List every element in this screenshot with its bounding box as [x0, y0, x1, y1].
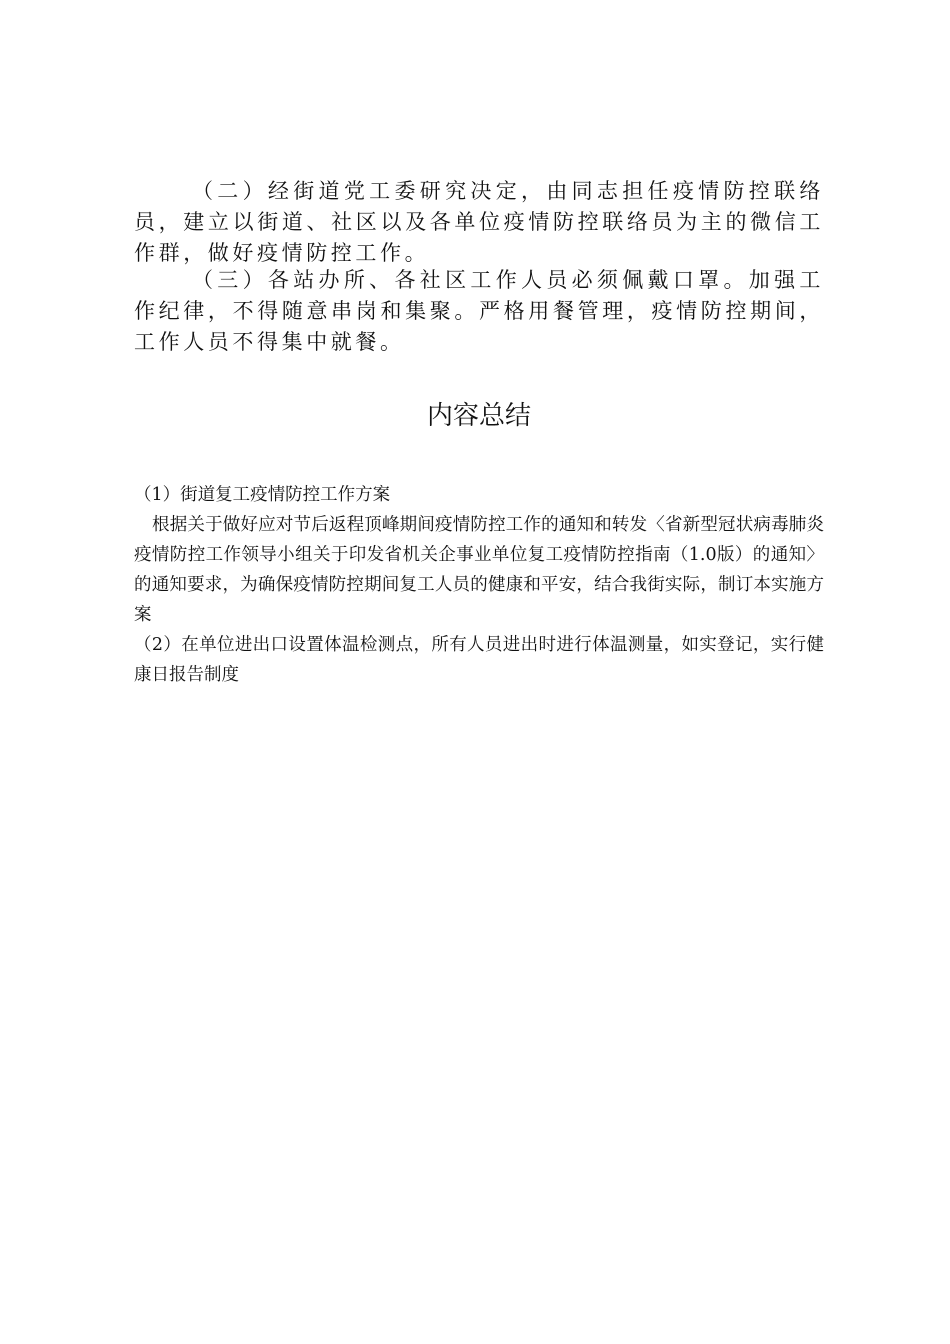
body-paragraph: （三）各站办所、各社区工作人员必须佩戴口罩。加强工作纪律，不得随意串岗和集聚。严格用餐管理，疫情防控期间，工作人员不得集中就餐。: [134, 268, 824, 354]
summary-item-heading: （1）街道复工疫情防控工作方案: [134, 485, 391, 505]
summary-title: 内容总结: [426, 401, 531, 431]
summary-item: （2）在单位进出口设置体温检测点，所有人员进出时进行体温测量，如实登记，实行健康日报告制度: [134, 635, 824, 685]
body-paragraph: （二）经街道党工委研究决定，由同志担任疫情防控联络员，建立以街道、社区以及各单位疫情防控联络员为主的微信工作群，做好疫情防控工作。: [134, 179, 824, 265]
summary-item-body: 根据关于做好应对节后返程顶峰期间疫情防控工作的通知和转发〈省新型冠状病毒肺炎疫情防控工作领导小组关于印发省机关企事业单位复工疫情防控指南（1.0版）的通知〉的通知要求，为确保疫情防控期间复工人员的健康和平安，结合我街实际，制订本实施方案: [134, 515, 824, 625]
